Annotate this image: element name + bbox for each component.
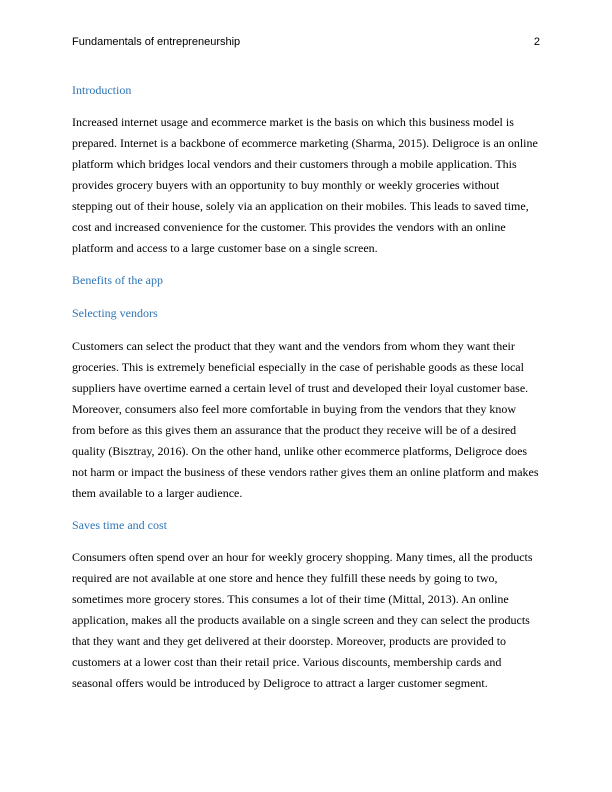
paragraph-introduction: Increased internet usage and ecommerce market is the basis on which this business model is prepared. Internet is a backbone of ecommerce marketing (Sharma, 2015). Deligroce is an online platform which bridges local vendors and their customers through a mobile application. This provides grocery buyers with an opportunity to buy monthly or weekly groceries without stepping out of their house, solely via an application on their mobiles. This leads to saved time, cost and increased convenience for the customer. This provides the vendors with an online platform and access to a large customer base on a single screen. — [72, 115, 538, 255]
paragraph-saves-time: Consumers often spend over an hour for weekly grocery shopping. Many times, all the products required are not available at one store and hence they fulfill these needs by going to two, sometimes more grocery stores. This consumes a lot of their time (Mittal, 2013). An online application, makes all the products available on a single screen and they can select the products that they want and they get delivered at their doorstep. Moreover, products are provided to customers at a lower cost than their retail price. Various discounts, membership cards and seasonal offers would be introduced by Deligroce to attract a larger customer segment. — [72, 550, 533, 690]
document-body — [72, 80, 542, 694]
page-number: 2 — [533, 36, 540, 48]
page-header — [72, 36, 540, 50]
heading-saves-time: Saves time and cost — [72, 518, 167, 532]
heading-benefits: Benefits of the app — [72, 273, 163, 287]
heading-introduction: Introduction — [72, 83, 132, 97]
heading-selecting-vendors: Selecting vendors — [72, 306, 158, 320]
header-title: Fundamentals of entrepreneurship — [72, 36, 241, 48]
paragraph-selecting-vendors: Customers can select the product that they want and the vendors from whom they want their groceries. This is extremely beneficial especially in the case of perishable goods as these local suppliers have overtime earned a certain level of trust and developed their loyal customer base. Moreover, consumers also feel more comfortable in buying from the vendors that they know from before as this gives them an assurance that the product they receive will be of a desired quality (Bisztray, 2016). On the other hand, unlike other ecommerce platforms, Deligroce does not harm or impact the business of these vendors rather gives them an online platform and makes them available to a larger audience. — [72, 339, 539, 500]
